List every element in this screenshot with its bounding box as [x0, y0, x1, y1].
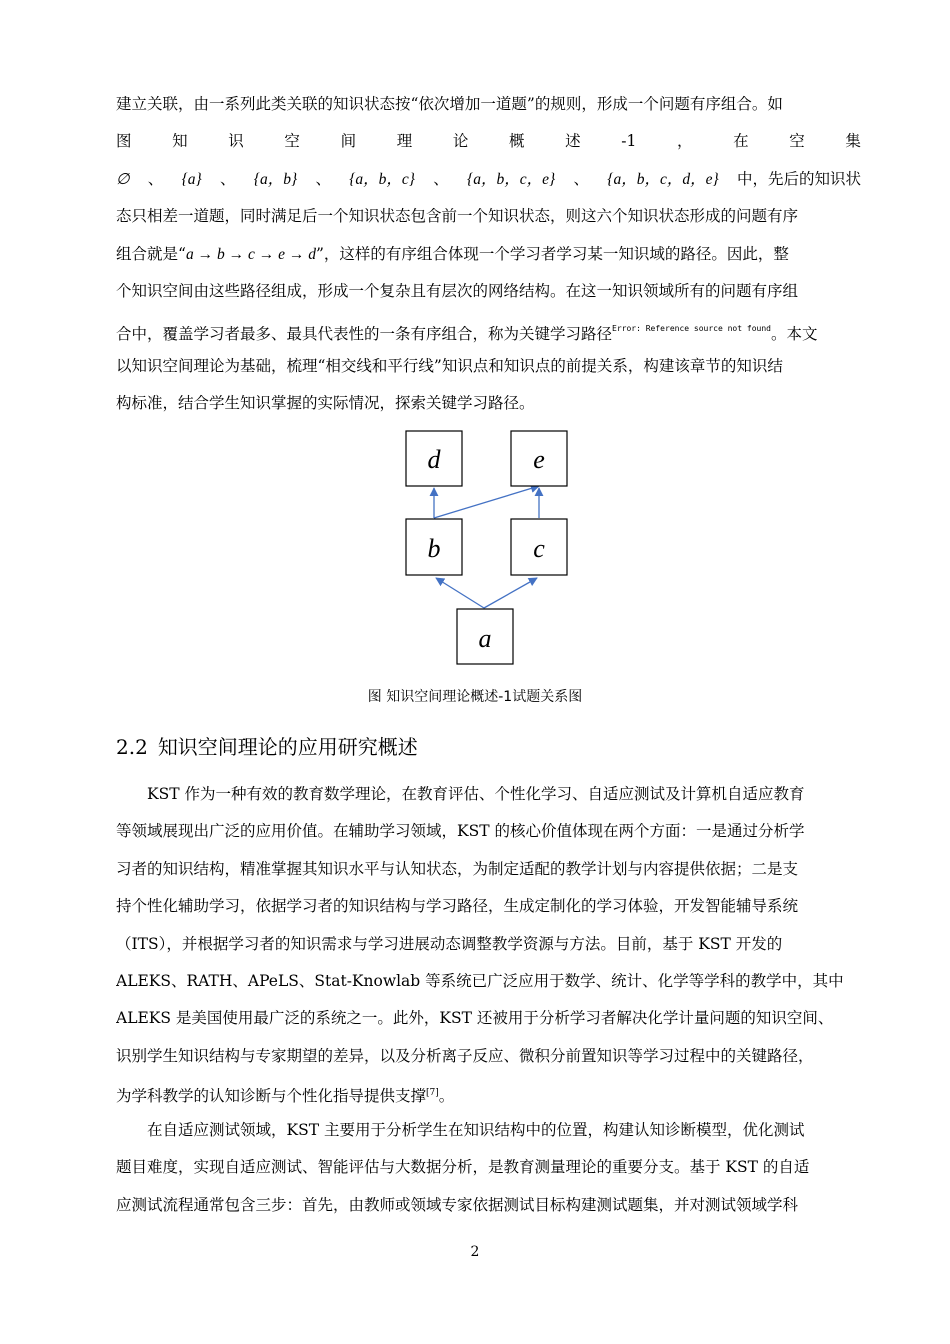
spaced-char: 集: [845, 132, 861, 151]
text-line: [116, 776, 861, 813]
text-run: 应测试流程通常包含三步：首先，由教师或领域专家依据测试目标构建测试题集，并对测试领域学科: [116, 1195, 799, 1214]
text-line: [116, 1000, 861, 1037]
text-line: [116, 198, 861, 235]
node-d: [406, 431, 462, 486]
text-run: ALEKS 是美国使用最广泛的系统之一。此外，KST 还被用于分析学习者解决化学计量问题的知识空间、: [116, 1009, 834, 1028]
set-notation: {a，b，c，e}: [467, 170, 556, 188]
edge-a-c: [484, 578, 537, 608]
text-run: 建立关联，由一系列此类关联的知识状态按“依次增加一道题”的规则，形成一个问题有序组合。如: [116, 95, 783, 113]
text-line: [116, 310, 861, 347]
edge-b-e: [434, 486, 539, 518]
page-number: 2: [470, 1244, 480, 1260]
text-run: 合中，覆盖学习者最多、最具代表性的一条有序组合，称为关键学习路径: [116, 325, 613, 344]
node-label: a: [478, 624, 492, 653]
text-line: [116, 1075, 861, 1112]
node-label: c: [533, 534, 545, 563]
section-number: 2.2: [116, 735, 148, 759]
text-line: [116, 1112, 861, 1149]
separator: 、: [315, 169, 331, 188]
text-line: [116, 1187, 861, 1224]
text-run: 等领域展现出广泛的应用价值。在辅助学习领域，KST 的核心价值体现在两个方面：一是通过分析学: [116, 822, 805, 841]
spaced-char: 空: [284, 132, 300, 151]
text-run: 以知识空间理论为基础，梳理“相交线和平行线”知识点和知识点的前提关系，构建该章节的知识结: [116, 356, 783, 375]
set-notation: ∅: [116, 170, 130, 188]
separator: 、: [147, 169, 164, 188]
text-run: ”，这样的有序组合体现一个学习者学习某一知识域的路径。因此，整: [315, 244, 789, 263]
ordered-sequence: a → b → c → e → d: [185, 245, 316, 263]
text-run: 题目难度，实现自适应测试、智能评估与大数据分析，是教育测量理论的重要分支。基于 KST 的自适: [116, 1158, 810, 1177]
text-line: [116, 926, 861, 963]
spaced-char: 图: [116, 132, 132, 151]
text-run: 持个性化辅助学习，依据学习者的知识结构与学习路径，生成定制化的学习体验，开发智能辅导系统: [116, 897, 799, 916]
separator: 、: [433, 169, 449, 188]
relation-diagram: [395, 420, 585, 670]
separator: 、: [219, 169, 236, 188]
section-title: 知识空间理论的应用研究概述: [157, 735, 418, 759]
text-line: [116, 851, 861, 888]
text-line-sets: [116, 161, 861, 198]
text-run: （ITS），并根据学习者的知识需求与学习进展动态调整教学资源与方法。目前，基于 KST 开发的: [116, 934, 783, 953]
text-line: [116, 1038, 861, 1075]
text-run: KST 作为一种有效的教育数学理论，在教育评估、个性化学习、自适应测试及计算机自适应教育: [147, 785, 805, 803]
spaced-char: 理: [396, 132, 413, 151]
spaced-char: ，: [677, 132, 693, 151]
text-run: 为学科教学的认知诊断与个性化指导提供支撑: [116, 1087, 427, 1106]
text-run: 组合就是“: [116, 244, 186, 263]
text-line: [116, 888, 861, 925]
text-run: ALEKS、RATH、APeLS、Stat-Knowlab 等系统已广泛应用于数学、统计、化学等学科的教学中，其中: [116, 971, 844, 990]
spaced-char: 论: [452, 132, 469, 151]
set-notation: {a，b，c，d，e}: [607, 170, 719, 188]
text-line-spaced: [116, 123, 861, 160]
spaced-char: 识: [228, 132, 244, 151]
text-run: 。: [438, 1087, 455, 1106]
set-notation: {a，b}: [253, 170, 298, 188]
text-run: 中，先后的知识状: [736, 169, 861, 188]
text-run: 构标准，结合学生知识掌握的实际情况，探索关键学习路径。: [116, 394, 535, 413]
text-run: 态只相差一道题，同时满足后一个知识状态包含前一个知识状态，则这六个知识状态形成的问题有序: [116, 207, 799, 226]
text-line: [116, 385, 861, 422]
reference-error: Error: Reference source not found: [612, 324, 771, 334]
citation: [7]: [426, 1088, 439, 1099]
text-run: 个知识空间由这些路径组成，形成一个复杂且有层次的网络结构。在这一知识领域所有的问题有序组: [116, 281, 799, 300]
spaced-char: -1: [621, 132, 637, 151]
node-b: [406, 519, 462, 575]
text-run: 在自适应测试领域，KST 主要用于分析学生在知识结构中的位置，构建认知诊断模型，优化测试: [147, 1121, 805, 1139]
spaced-char: 间: [340, 132, 357, 151]
separator: 、: [573, 169, 589, 188]
text-run: 习者的知识结构，精准掌握其知识水平与认知状态，为制定适配的教学计划与内容提供依据；二是支: [116, 859, 799, 878]
set-notation: {a}: [181, 170, 202, 188]
spaced-char: 述: [565, 132, 581, 151]
edge-a-b: [436, 578, 484, 608]
set-notation: {a，b，c}: [349, 170, 415, 188]
figure-caption: 图 知识空间理论概述-1试题关系图: [367, 689, 583, 705]
text-line: [116, 236, 861, 273]
spaced-char: 空: [789, 132, 805, 151]
text-line: [116, 1149, 861, 1186]
text-run: 识别学生知识结构与专家期望的差异，以及分析离子反应、微积分前置知识等学习过程中的关键路径，: [116, 1046, 814, 1065]
node-label: e: [533, 445, 545, 474]
spaced-char: 在: [733, 132, 749, 151]
spaced-char: 概: [508, 132, 525, 151]
spaced-char: 知: [172, 132, 188, 151]
paragraph-adaptive-testing: [116, 1112, 861, 1224]
text-line: [116, 963, 861, 1000]
node-e: [511, 431, 567, 486]
text-line: [116, 813, 861, 850]
text-line: [116, 348, 861, 385]
section-heading: [116, 730, 418, 764]
node-c: [511, 519, 567, 575]
node-label: d: [427, 445, 441, 474]
text-line: [116, 273, 861, 310]
paragraph-intro: [116, 86, 861, 423]
paragraph-applications: [116, 776, 861, 1113]
text-run: 。本文: [770, 325, 818, 344]
node-a: [457, 609, 513, 664]
node-label: b: [427, 534, 441, 563]
text-line: [116, 86, 861, 123]
